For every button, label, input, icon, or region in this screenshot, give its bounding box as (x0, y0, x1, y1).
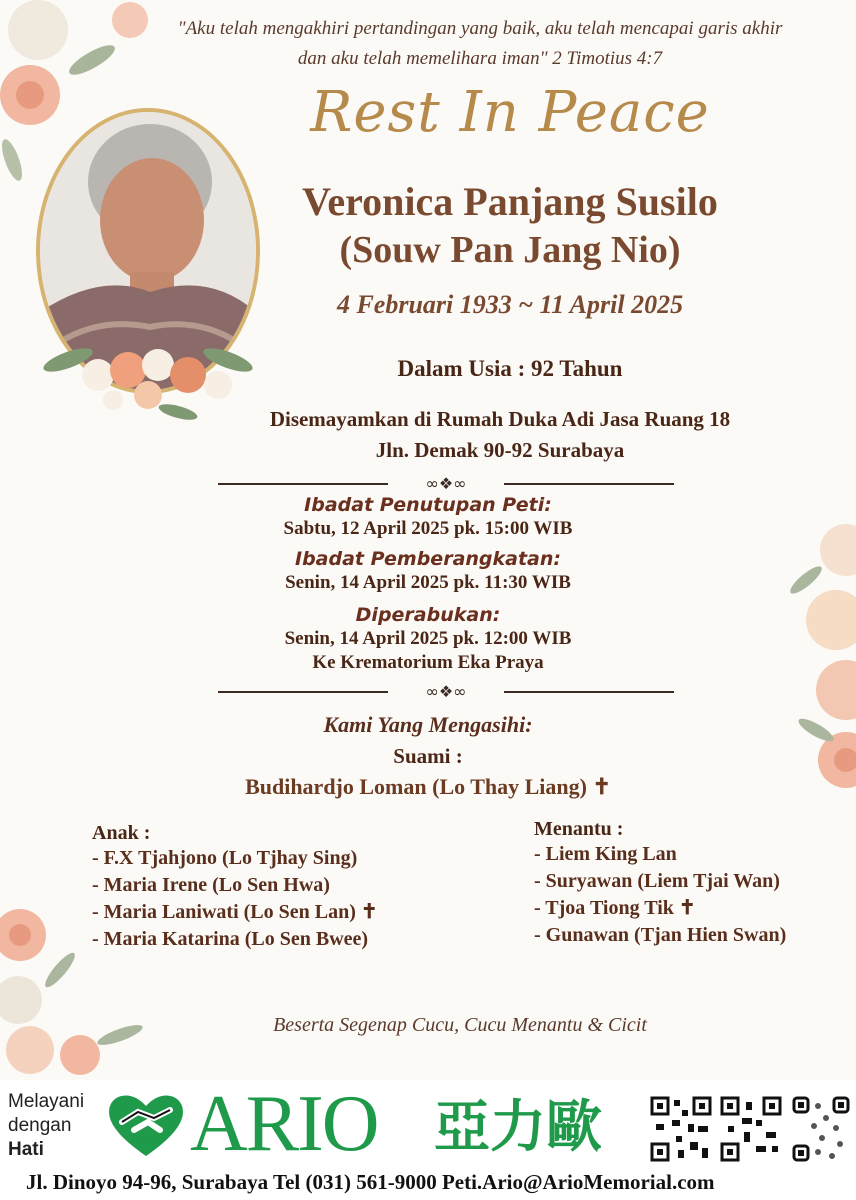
qr-code-icon (650, 1096, 712, 1162)
location-line-1: Disemayamkan di Rumah Duka Adi Jasa Ruang 18 (269, 407, 731, 431)
age-text: Dalam Usia : 92 Tahun (397, 356, 623, 381)
list-item: - Suryawan (Liem Tjai Wan) (534, 870, 780, 892)
list-item: - F.X Tjahjono (Lo Tjhay Sing) (92, 847, 358, 869)
footer-tagline (8, 1090, 84, 1162)
divider-ornament-icon: ∞❖∞ (425, 682, 467, 701)
tagline-line-3: Hati (8, 1139, 44, 1160)
life-dates: 4 Februari 1933 ~ 11 April 2025 (336, 290, 684, 319)
list-item: - Maria Irene (Lo Sen Hwa) (92, 874, 330, 896)
deceased-chinese-name: (Souw Pan Jang Nio) (339, 229, 681, 271)
divider-bottom (218, 682, 674, 702)
closing-line: Beserta Segenap Cucu, Cucu Menantu & Cicit (273, 1014, 647, 1036)
event-detail: Senin, 14 April 2025 pk. 11:30 WIB (285, 572, 571, 593)
event-title: Diperabukan: (355, 604, 501, 626)
handshake-heart-icon (104, 1088, 188, 1160)
bible-verse (150, 14, 810, 74)
qr-code-icon (792, 1096, 850, 1162)
verse-line-2: dan aku telah memelihara iman" 2 Timotius 4:7 (297, 48, 663, 69)
event-departure (0, 548, 856, 594)
location-line-2: Jln. Demak 90-92 Surabaya (375, 438, 625, 462)
event-cremation (0, 604, 856, 674)
tagline-line-1: Melayani (8, 1091, 85, 1112)
qr-code-icon (720, 1096, 782, 1162)
event-detail: Sabtu, 12 April 2025 pk. 15:00 WIB (283, 518, 573, 539)
tagline-line-2: dengan (8, 1115, 72, 1136)
inlaws-list (534, 818, 844, 949)
inlaws-label: Menantu : (534, 818, 624, 840)
list-item: - Liem King Lan (534, 843, 677, 865)
rest-in-peace-title: Rest In Peace (310, 80, 710, 145)
list-item: - Maria Katarina (Lo Sen Bwee) (92, 928, 369, 950)
list-item: - Maria Laniwati (Lo Sen Lan) ✝ (92, 901, 378, 923)
divider-top (218, 474, 674, 494)
event-detail: Senin, 14 April 2025 pk. 12:00 WIB (284, 628, 572, 649)
event-closing-casket (0, 494, 856, 540)
children-label: Anak : (92, 822, 151, 844)
brand-logo: ARIO (190, 1080, 378, 1168)
event-detail-2: Ke Krematorium Eka Praya (312, 652, 544, 673)
deceased-name: Veronica Panjang Susilo (302, 179, 718, 224)
funeral-location (200, 404, 800, 466)
spouse-label: Suami : (393, 744, 463, 768)
brand-chinese: 亞力歐 (434, 1095, 602, 1160)
divider-ornament-icon: ∞❖∞ (425, 474, 467, 493)
list-item: - Gunawan (Tjan Hien Swan) (534, 924, 787, 946)
event-title: Ibadat Pemberangkatan: (295, 548, 561, 570)
children-list (92, 822, 472, 953)
list-item: - Tjoa Tiong Tik ✝ (534, 897, 696, 919)
spouse-name: Budihardjo Loman (Lo Thay Liang) ✝ (245, 774, 611, 799)
verse-line-1: "Aku telah mengakhiri pertandingan yang baik, aku telah mencapai garis akhir (177, 18, 783, 39)
footer-address: Jl. Dinoyo 94-96, Surabaya Tel (031) 561-9000 Peti.Ario@ArioMemorial.com (26, 1170, 715, 1194)
family-heading: Kami Yang Mengasihi: (323, 712, 533, 737)
event-title: Ibadat Penutupan Peti: (304, 494, 552, 516)
